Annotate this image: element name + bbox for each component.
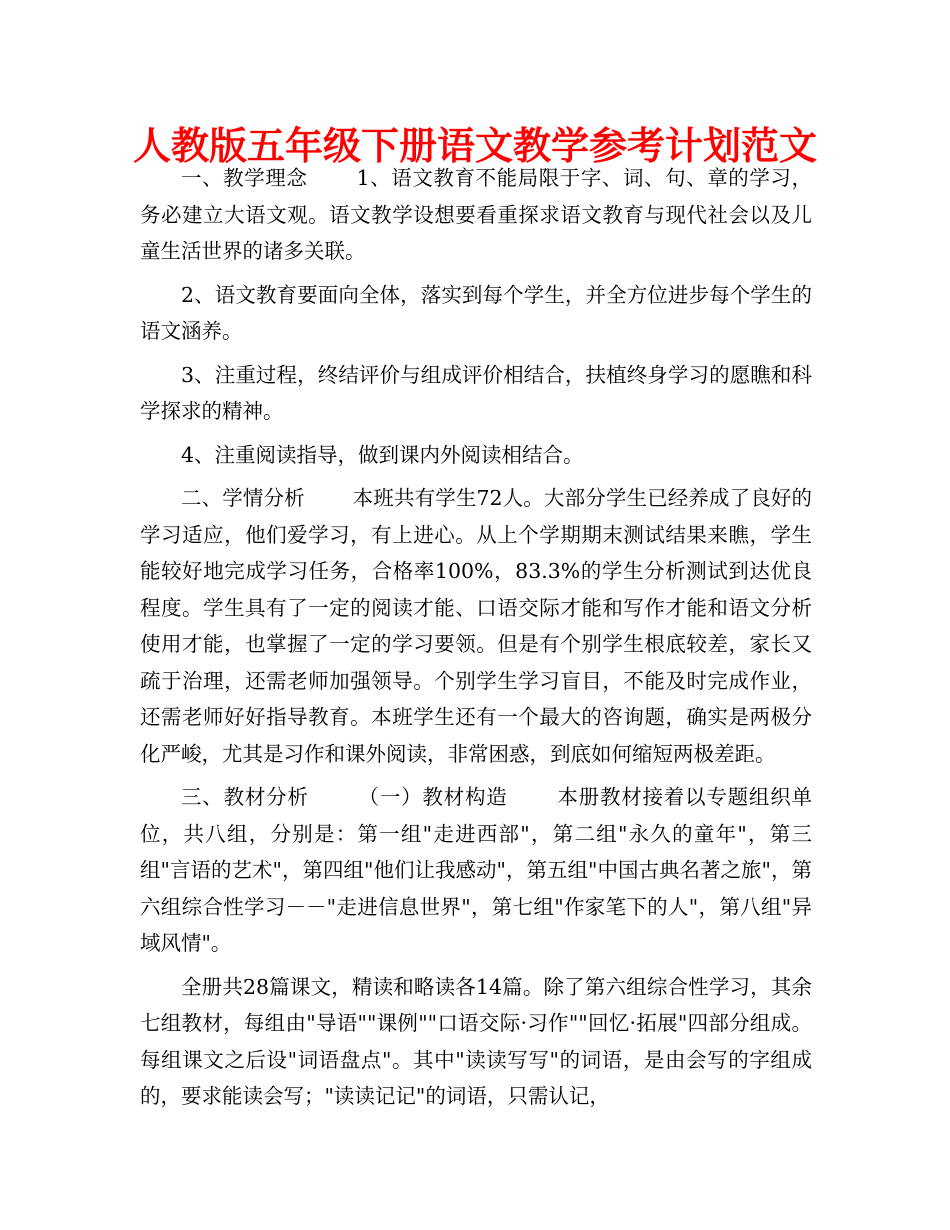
paragraph: 一、教学理念 1、语文教育不能局限于字、词、句、章的学习，务必建立大语文观。语文教学设想要看重探求语文教育与现代社会以及儿童生活世界的诸多关联。: [140, 166, 812, 263]
document-title: 人教版五年级下册语文教学参考计划范文: [132, 124, 817, 168]
paragraph: 全册共28篇课文，精读和略读各14篇。除了第六组综合性学习，其余七组教材，每组由"导语""课例""口语交际·习作""回忆·拓展"四部分组成。每组课文之后设"词语盘点"。其中"读读写写"的词语，是由会写的字组成的，要求能读会写；"读读记记"的词语，只需认记，: [140, 974, 812, 1108]
document-body: [140, 160, 812, 1122]
paragraph: 三、教材分析 （一）教材构造 本册教材接着以专题组织单位，共八组，分别是：第一组"走进西部"，第二组"永久的童年"，第三组"言语的艺术"，第四组"他们让我感动"，第五组"中国古典名著之旅"，第六组综合性学习－－"走进信息世界"，第七组"作家笔下的人"，第八组"异域风情"。: [140, 785, 812, 955]
paragraph: 2、语文教育要面向全体，落实到每个学生，并全方位进步每个学生的语文涵养。: [140, 282, 812, 343]
paragraph: 3、注重过程，终结评价与组成评价相结合，扶植终身学习的愿瞧和科学探求的精神。: [140, 362, 812, 423]
paragraph: 二、学情分析 本班共有学生72人。大部分学生已经养成了良好的学习适应，他们爱学习，有上进心。从上个学期期末测试结果来瞧，学生能较好地完成学习任务，合格率100%，83.3%的学生分析测试到达优良程度。学生具有了一定的阅读才能、口语交际才能和写作才能和语文分析使用才能，也掌握了一定的学习要领。但是有个别学生根底较差，家长又疏于治理，还需老师加强领导。个别学生学习盲目，不能及时完成作业，还需老师好好指导教育。本班学生还有一个最大的咨询题，确实是两极分化严峻，尤其是习作和课外阅读，非常困惑，到底如何缩短两极差距。: [140, 486, 812, 766]
paragraph: 4、注重阅读指导，做到课内外阅读相结合。: [181, 442, 584, 467]
